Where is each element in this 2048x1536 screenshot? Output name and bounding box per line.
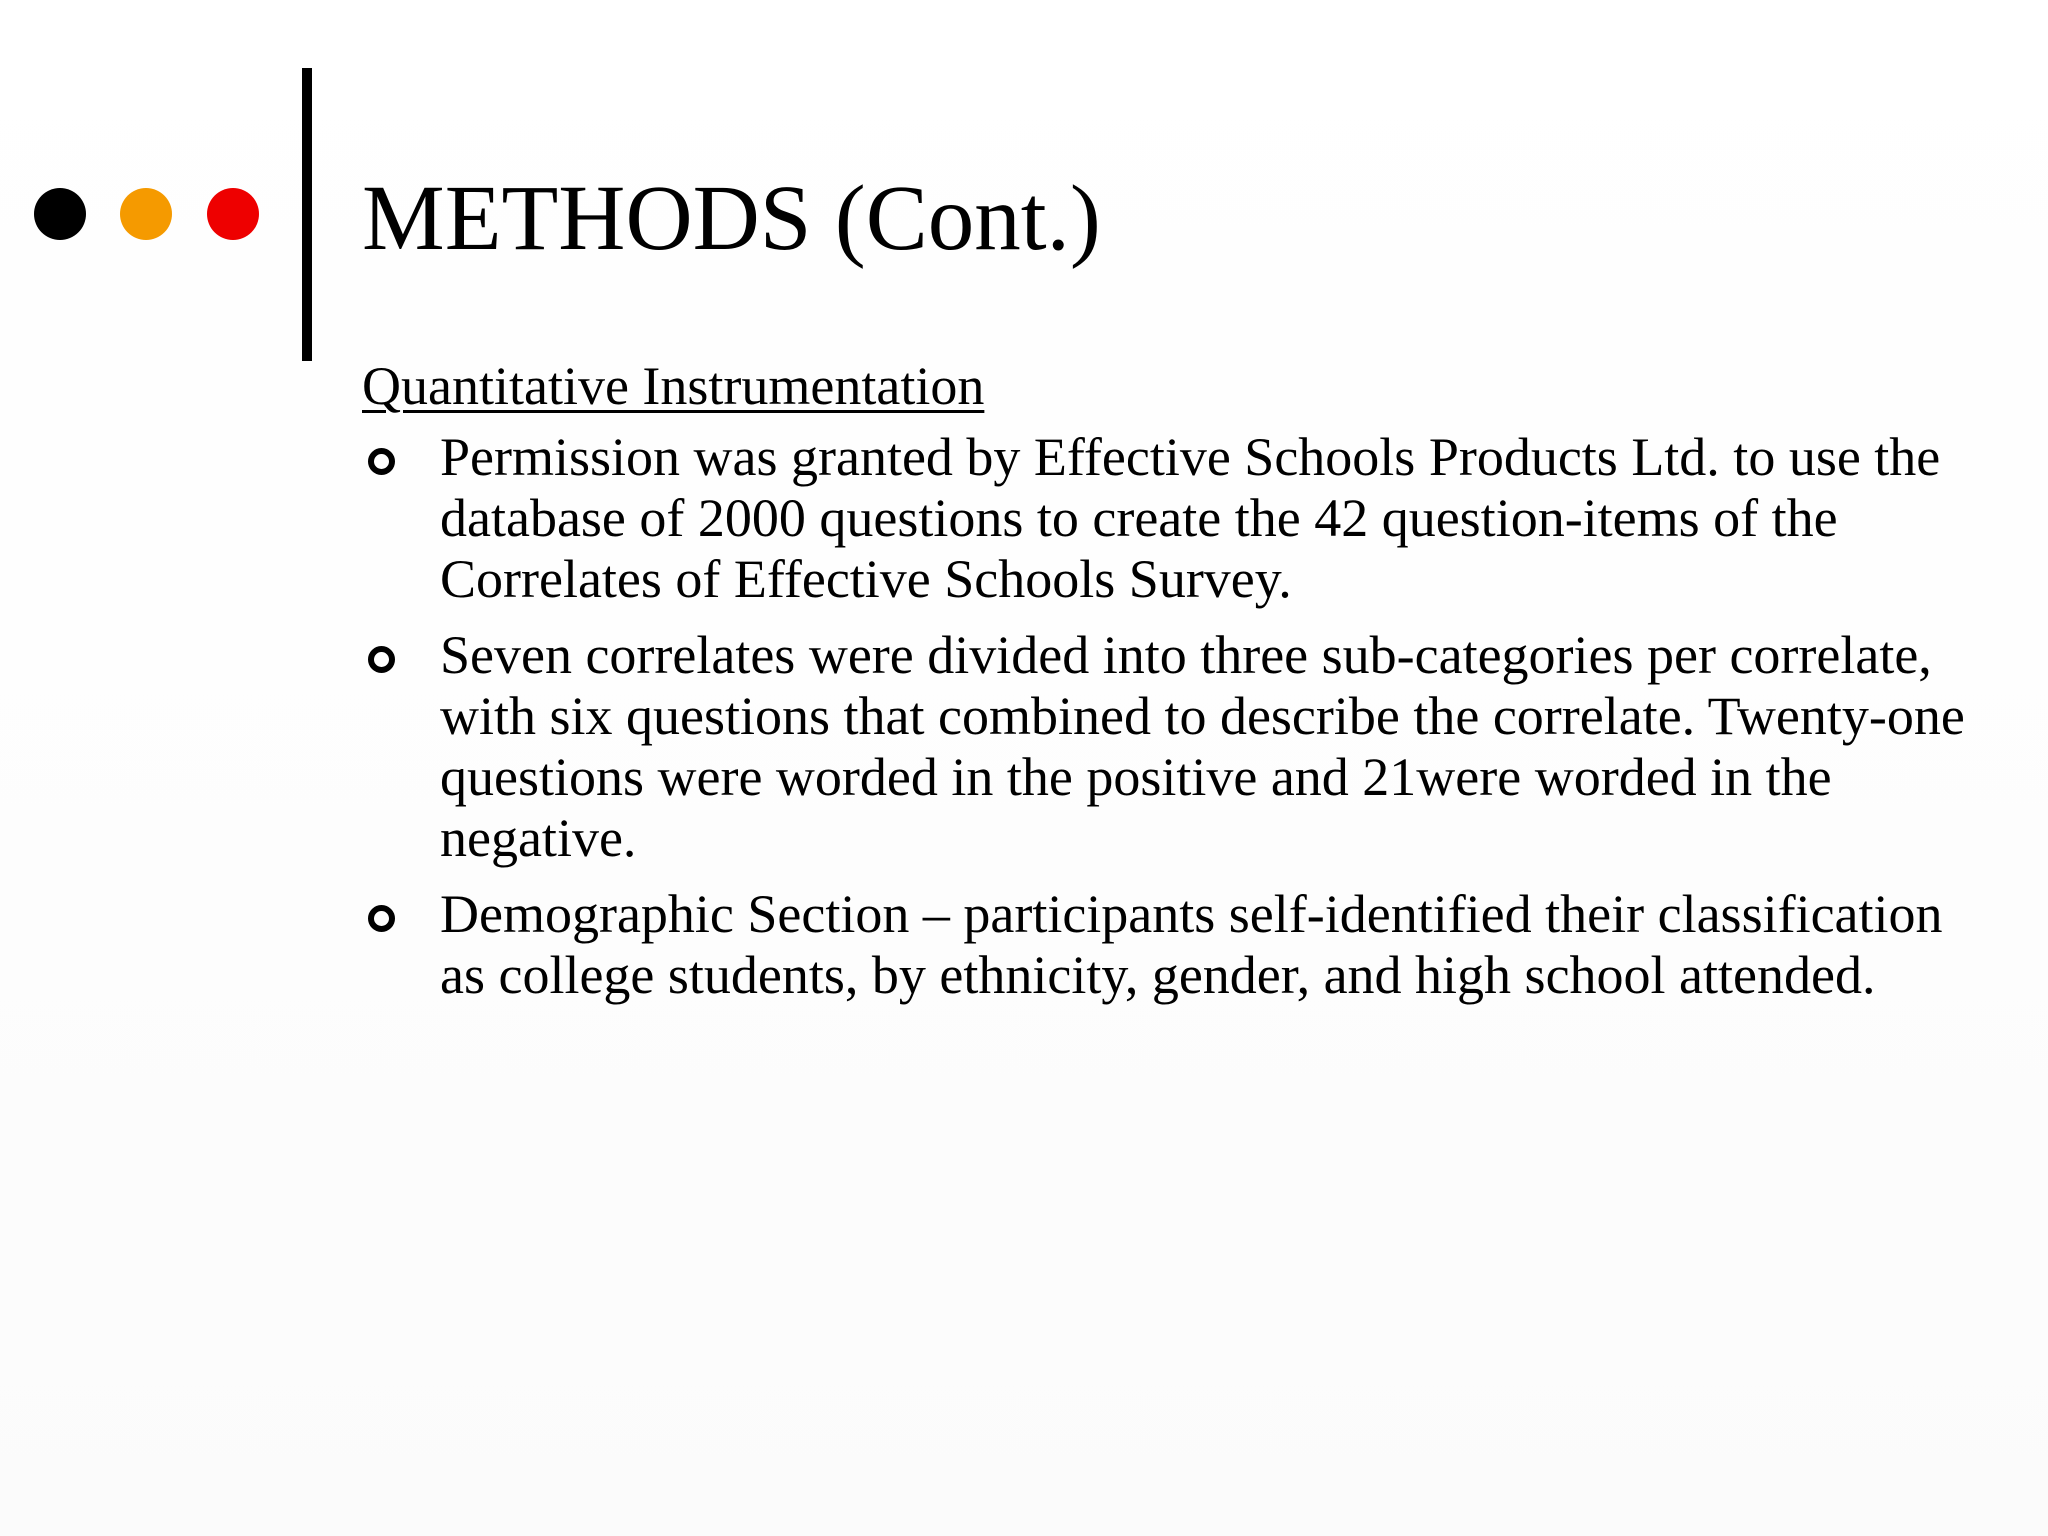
bullet-item [362, 884, 1980, 1006]
hollow-circle-bullet-icon [368, 448, 395, 475]
hollow-circle-bullet-icon [368, 905, 395, 932]
bullet-list [362, 427, 1965, 1006]
slide-title: METHODS (Cont.) [362, 167, 1101, 270]
hollow-circle-bullet-icon [368, 646, 395, 673]
slide-content [362, 355, 1965, 1021]
red-dot-decoration [207, 188, 259, 240]
vertical-divider [302, 68, 312, 361]
bullet-item [362, 625, 1980, 869]
black-dot-decoration [34, 188, 86, 240]
bullet-text: Seven correlates were divided into three sub-categories per correlate, with six questions that combined to describe the correlate. Twenty-one questions were worded in the positive and 21were worded in the negative. [440, 625, 1965, 868]
bullet-text: Demographic Section – participants self-identified their classification as college students, by ethnicity, gender, and high school attended. [440, 884, 1943, 1005]
section-heading: Quantitative Instrumentation [362, 356, 985, 416]
bullet-text: Permission was granted by Effective Schools Products Ltd. to use the database of 2000 questions to create the 42 question-items of the Correlates of Effective Schools Survey. [440, 427, 1941, 609]
orange-dot-decoration [120, 188, 172, 240]
bullet-item [362, 427, 1980, 610]
